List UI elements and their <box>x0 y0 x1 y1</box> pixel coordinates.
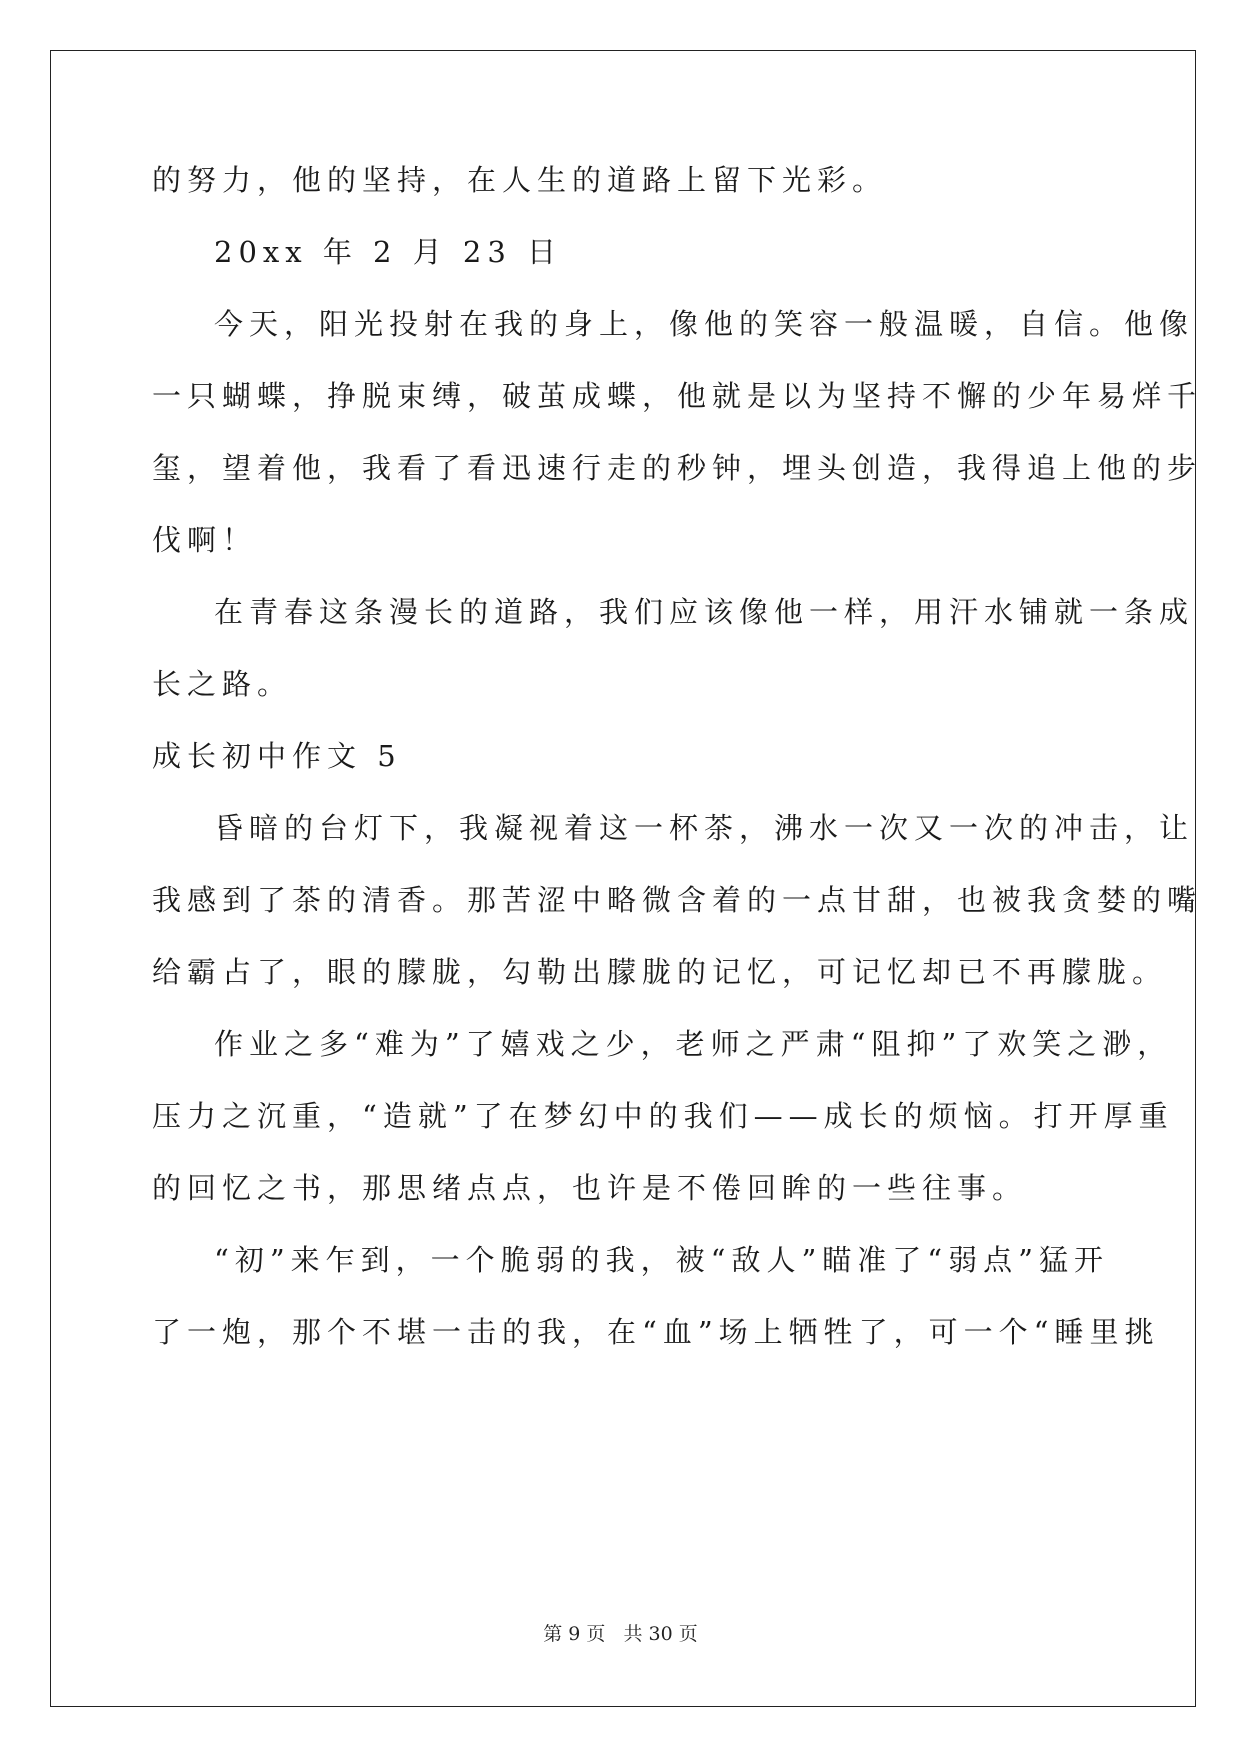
text-line: 玺，望着他，我看了看迅速行走的秒钟，埋头创造，我得追上他的步 <box>152 451 1203 485</box>
text-line: 压力之沉重，“造就”了在梦幻中的我们——成长的烦恼。打开厚重 <box>152 1099 1174 1133</box>
text-line: 长之路。 <box>152 667 293 701</box>
text-line: 昏暗的台灯下，我凝视着这一杯茶，沸水一次又一次的冲击，让 <box>214 811 1195 845</box>
text-line: 今天，阳光投射在我的身上，像他的笑容一般温暖，自信。他像 <box>214 307 1195 341</box>
text-line: 的回忆之书，那思绪点点，也许是不倦回眸的一些往事。 <box>152 1171 1028 1205</box>
page-footer <box>0 1619 1241 1646</box>
text-line: 的努力，他的坚持，在人生的道路上留下光彩。 <box>152 163 888 197</box>
text-line: 作业之多“难为”了嬉戏之少，老师之严肃“阻抑”了欢笑之渺， <box>214 1027 1173 1061</box>
date-line: 20xx 年 2 月 23 日 <box>214 235 563 269</box>
page-number: 第 9 页 <box>543 1623 606 1645</box>
text-line: 在青春这条漫长的道路，我们应该像他一样，用汗水铺就一条成 <box>214 595 1195 629</box>
text-line: 伐啊！ <box>152 523 258 557</box>
text-line: “初”来乍到，一个脆弱的我，被“敌人”瞄准了“弱点”猛开 <box>214 1243 1109 1277</box>
text-line: 我感到了茶的清香。那苦涩中略微含着的一点甘甜，也被我贪婪的嘴 <box>152 883 1203 917</box>
text-line: 了一炮，那个不堪一击的我，在“血”场上牺牲了，可一个“睡里挑 <box>152 1315 1160 1349</box>
text-line: 一只蝴蝶，挣脱束缚，破茧成蝶，他就是以为坚持不懈的少年易烊千 <box>152 379 1203 413</box>
total-pages: 共 30 页 <box>623 1623 698 1645</box>
page-border <box>50 50 1196 1707</box>
section-heading: 成长初中作文 5 <box>152 739 402 773</box>
text-line: 给霸占了，眼的朦胧，勾勒出朦胧的记忆，可记忆却已不再朦胧。 <box>152 955 1168 989</box>
